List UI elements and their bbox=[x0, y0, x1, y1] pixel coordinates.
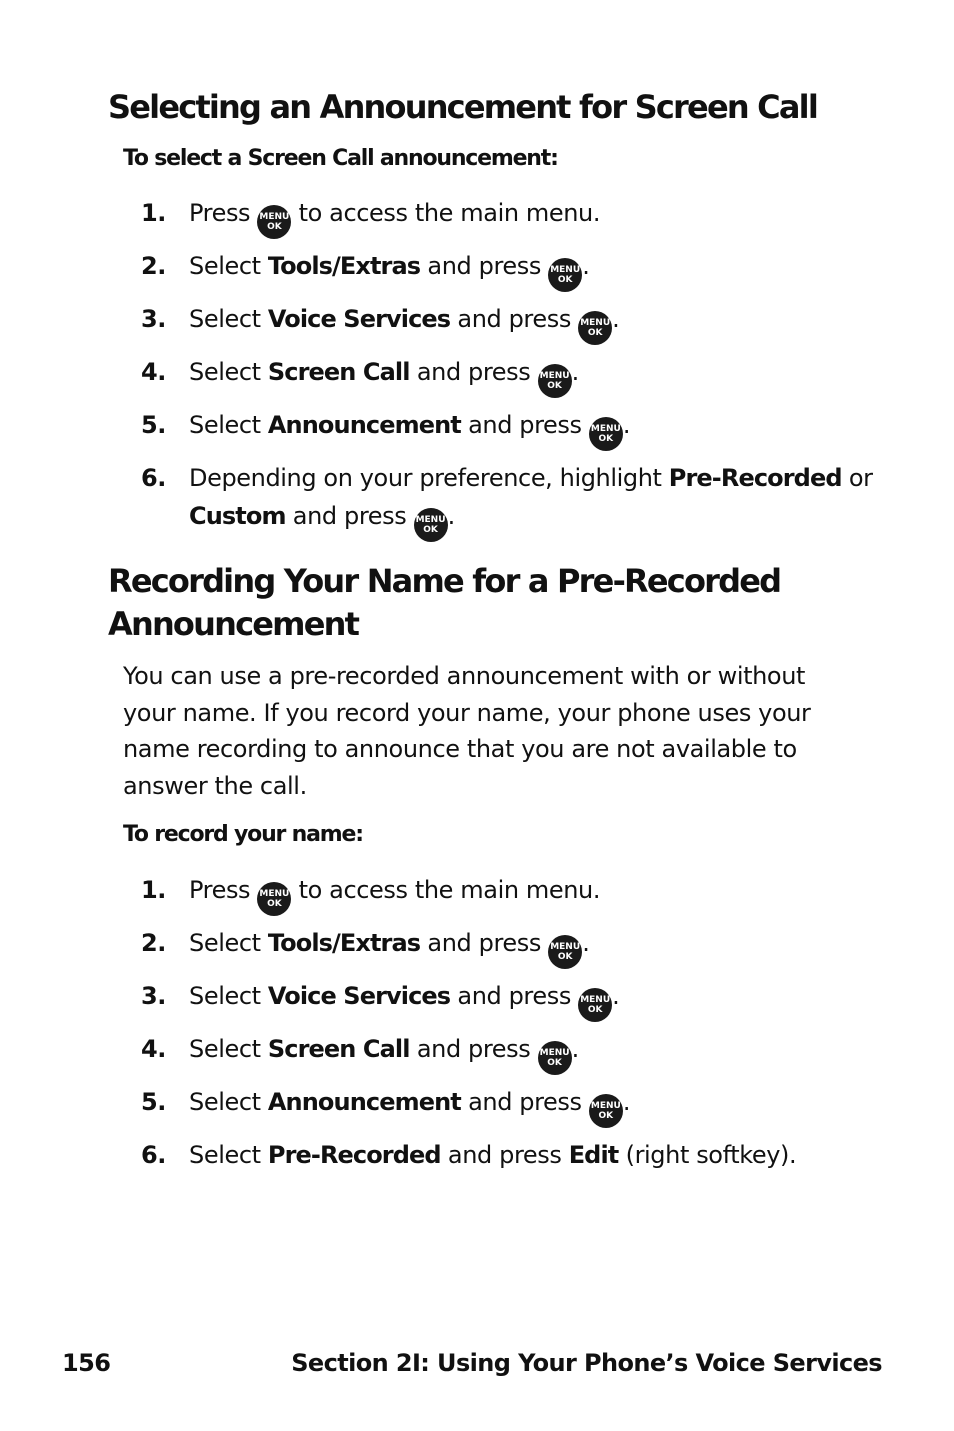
list-item bbox=[141, 977, 881, 1030]
step-text: . bbox=[622, 1088, 631, 1116]
step-text: and press bbox=[457, 982, 571, 1010]
step-number: 3. bbox=[141, 305, 167, 333]
step-text: . bbox=[622, 411, 631, 439]
menu-ok-key-icon: MENU OK bbox=[589, 417, 623, 451]
menu-ok-key-icon: MENU OK bbox=[538, 364, 572, 398]
step-number: 4. bbox=[141, 358, 167, 386]
step-text: Press bbox=[189, 199, 251, 227]
menu-ok-key-icon: MENU OK bbox=[548, 258, 582, 292]
step-text: . bbox=[571, 358, 579, 386]
step-number: 5. bbox=[141, 1088, 167, 1116]
step-text: Select bbox=[189, 1141, 261, 1169]
step-text: and press bbox=[427, 252, 541, 280]
list-item bbox=[141, 406, 881, 459]
list-item bbox=[141, 300, 881, 353]
step-text: Select bbox=[189, 1088, 261, 1116]
step-number: 6. bbox=[141, 464, 167, 492]
list-item bbox=[141, 194, 881, 247]
step-number: 3. bbox=[141, 982, 167, 1010]
step-text: Select bbox=[189, 252, 261, 280]
step-number: 6. bbox=[141, 1141, 167, 1169]
step-text: and press bbox=[416, 358, 531, 386]
menu-ok-key-icon: MENU OK bbox=[538, 1041, 572, 1075]
section-title-selecting-announcement: Selecting an Announcement for Screen Call bbox=[108, 88, 817, 126]
menu-ok-key-icon: MENU OK bbox=[414, 508, 448, 542]
menu-option-label: Screen Call bbox=[267, 1035, 410, 1063]
step-text: . bbox=[612, 305, 620, 333]
step-text: Select bbox=[189, 411, 261, 439]
step-text: and press bbox=[416, 1035, 531, 1063]
title-line: Announcement bbox=[108, 605, 359, 643]
menu-option-label: Tools/Extras bbox=[267, 252, 421, 280]
step-number: 4. bbox=[141, 1035, 167, 1063]
menu-option-label: Screen Call bbox=[267, 358, 410, 386]
step-text: and press bbox=[427, 929, 541, 957]
menu-ok-key-icon: MENU OK bbox=[589, 1094, 623, 1128]
list-item bbox=[141, 1136, 881, 1189]
step-text: . bbox=[582, 252, 590, 280]
menu-ok-key-icon: MENU OK bbox=[257, 882, 291, 916]
menu-ok-key-icon: MENU OK bbox=[578, 988, 612, 1022]
menu-option-label: Custom bbox=[189, 502, 286, 530]
step-number: 1. bbox=[141, 199, 167, 227]
step-text: Depending on your preference, highlight bbox=[189, 464, 662, 492]
step-text: . bbox=[447, 502, 455, 530]
step-number: 5. bbox=[141, 411, 167, 439]
list-item bbox=[141, 1030, 881, 1083]
step-text: or bbox=[848, 464, 873, 492]
menu-ok-key-icon: MENU OK bbox=[578, 311, 612, 345]
list-item bbox=[141, 247, 881, 300]
menu-ok-key-icon: MENU OK bbox=[548, 935, 582, 969]
section-footer-title: Section 2I: Using Your Phone’s Voice Services bbox=[291, 1349, 882, 1377]
step-number: 2. bbox=[141, 252, 167, 280]
page-number: 156 bbox=[62, 1349, 111, 1377]
step-text: and press bbox=[292, 502, 407, 530]
list-item bbox=[141, 353, 881, 406]
step-text: and press bbox=[468, 1088, 582, 1116]
title-line: Recording Your Name for a Pre-Recorded bbox=[108, 562, 781, 600]
step-text: Select bbox=[189, 1035, 261, 1063]
step-number: 2. bbox=[141, 929, 167, 957]
list-item bbox=[141, 459, 881, 535]
step-text: Press bbox=[189, 876, 251, 904]
steps-list-select-announcement bbox=[141, 194, 881, 535]
list-item bbox=[141, 871, 881, 924]
step-text: . bbox=[571, 1035, 579, 1063]
list-item bbox=[141, 1083, 881, 1136]
steps-list-record-name bbox=[141, 871, 881, 1189]
menu-option-label: Announcement bbox=[267, 411, 461, 439]
menu-option-label: Voice Services bbox=[267, 982, 451, 1010]
section-title-recording-name bbox=[108, 560, 780, 646]
step-text: . bbox=[582, 929, 590, 957]
step-text: Select bbox=[189, 982, 261, 1010]
intro-paragraph: You can use a pre-recorded announcement with or without your name. If you record your name, your phone uses your name recording to announce that you are not available to answer the call. bbox=[123, 662, 811, 800]
menu-option-label: Tools/Extras bbox=[267, 929, 421, 957]
step-text: and press bbox=[468, 411, 582, 439]
menu-ok-key-icon: MENU OK bbox=[257, 205, 291, 239]
section-subtitle-record-name: To record your name: bbox=[123, 822, 363, 847]
step-number: 1. bbox=[141, 876, 167, 904]
menu-option-label: Pre-Recorded bbox=[668, 464, 842, 492]
step-text: Select bbox=[189, 929, 261, 957]
step-text: to access the main menu. bbox=[298, 199, 601, 227]
step-text: Select bbox=[189, 305, 261, 333]
step-text: Select bbox=[189, 358, 261, 386]
list-item bbox=[141, 924, 881, 977]
step-text: to access the main menu. bbox=[298, 876, 601, 904]
menu-option-label: Pre-Recorded bbox=[267, 1141, 441, 1169]
step-text: (right softkey). bbox=[625, 1141, 797, 1169]
step-text: and press bbox=[457, 305, 571, 333]
step-text: . bbox=[612, 982, 620, 1010]
step-text: and press bbox=[447, 1141, 562, 1169]
menu-option-label: Voice Services bbox=[267, 305, 451, 333]
menu-option-label: Announcement bbox=[267, 1088, 461, 1116]
section-subtitle-select-announcement: To select a Screen Call announcement: bbox=[123, 146, 558, 171]
softkey-label: Edit bbox=[568, 1141, 619, 1169]
